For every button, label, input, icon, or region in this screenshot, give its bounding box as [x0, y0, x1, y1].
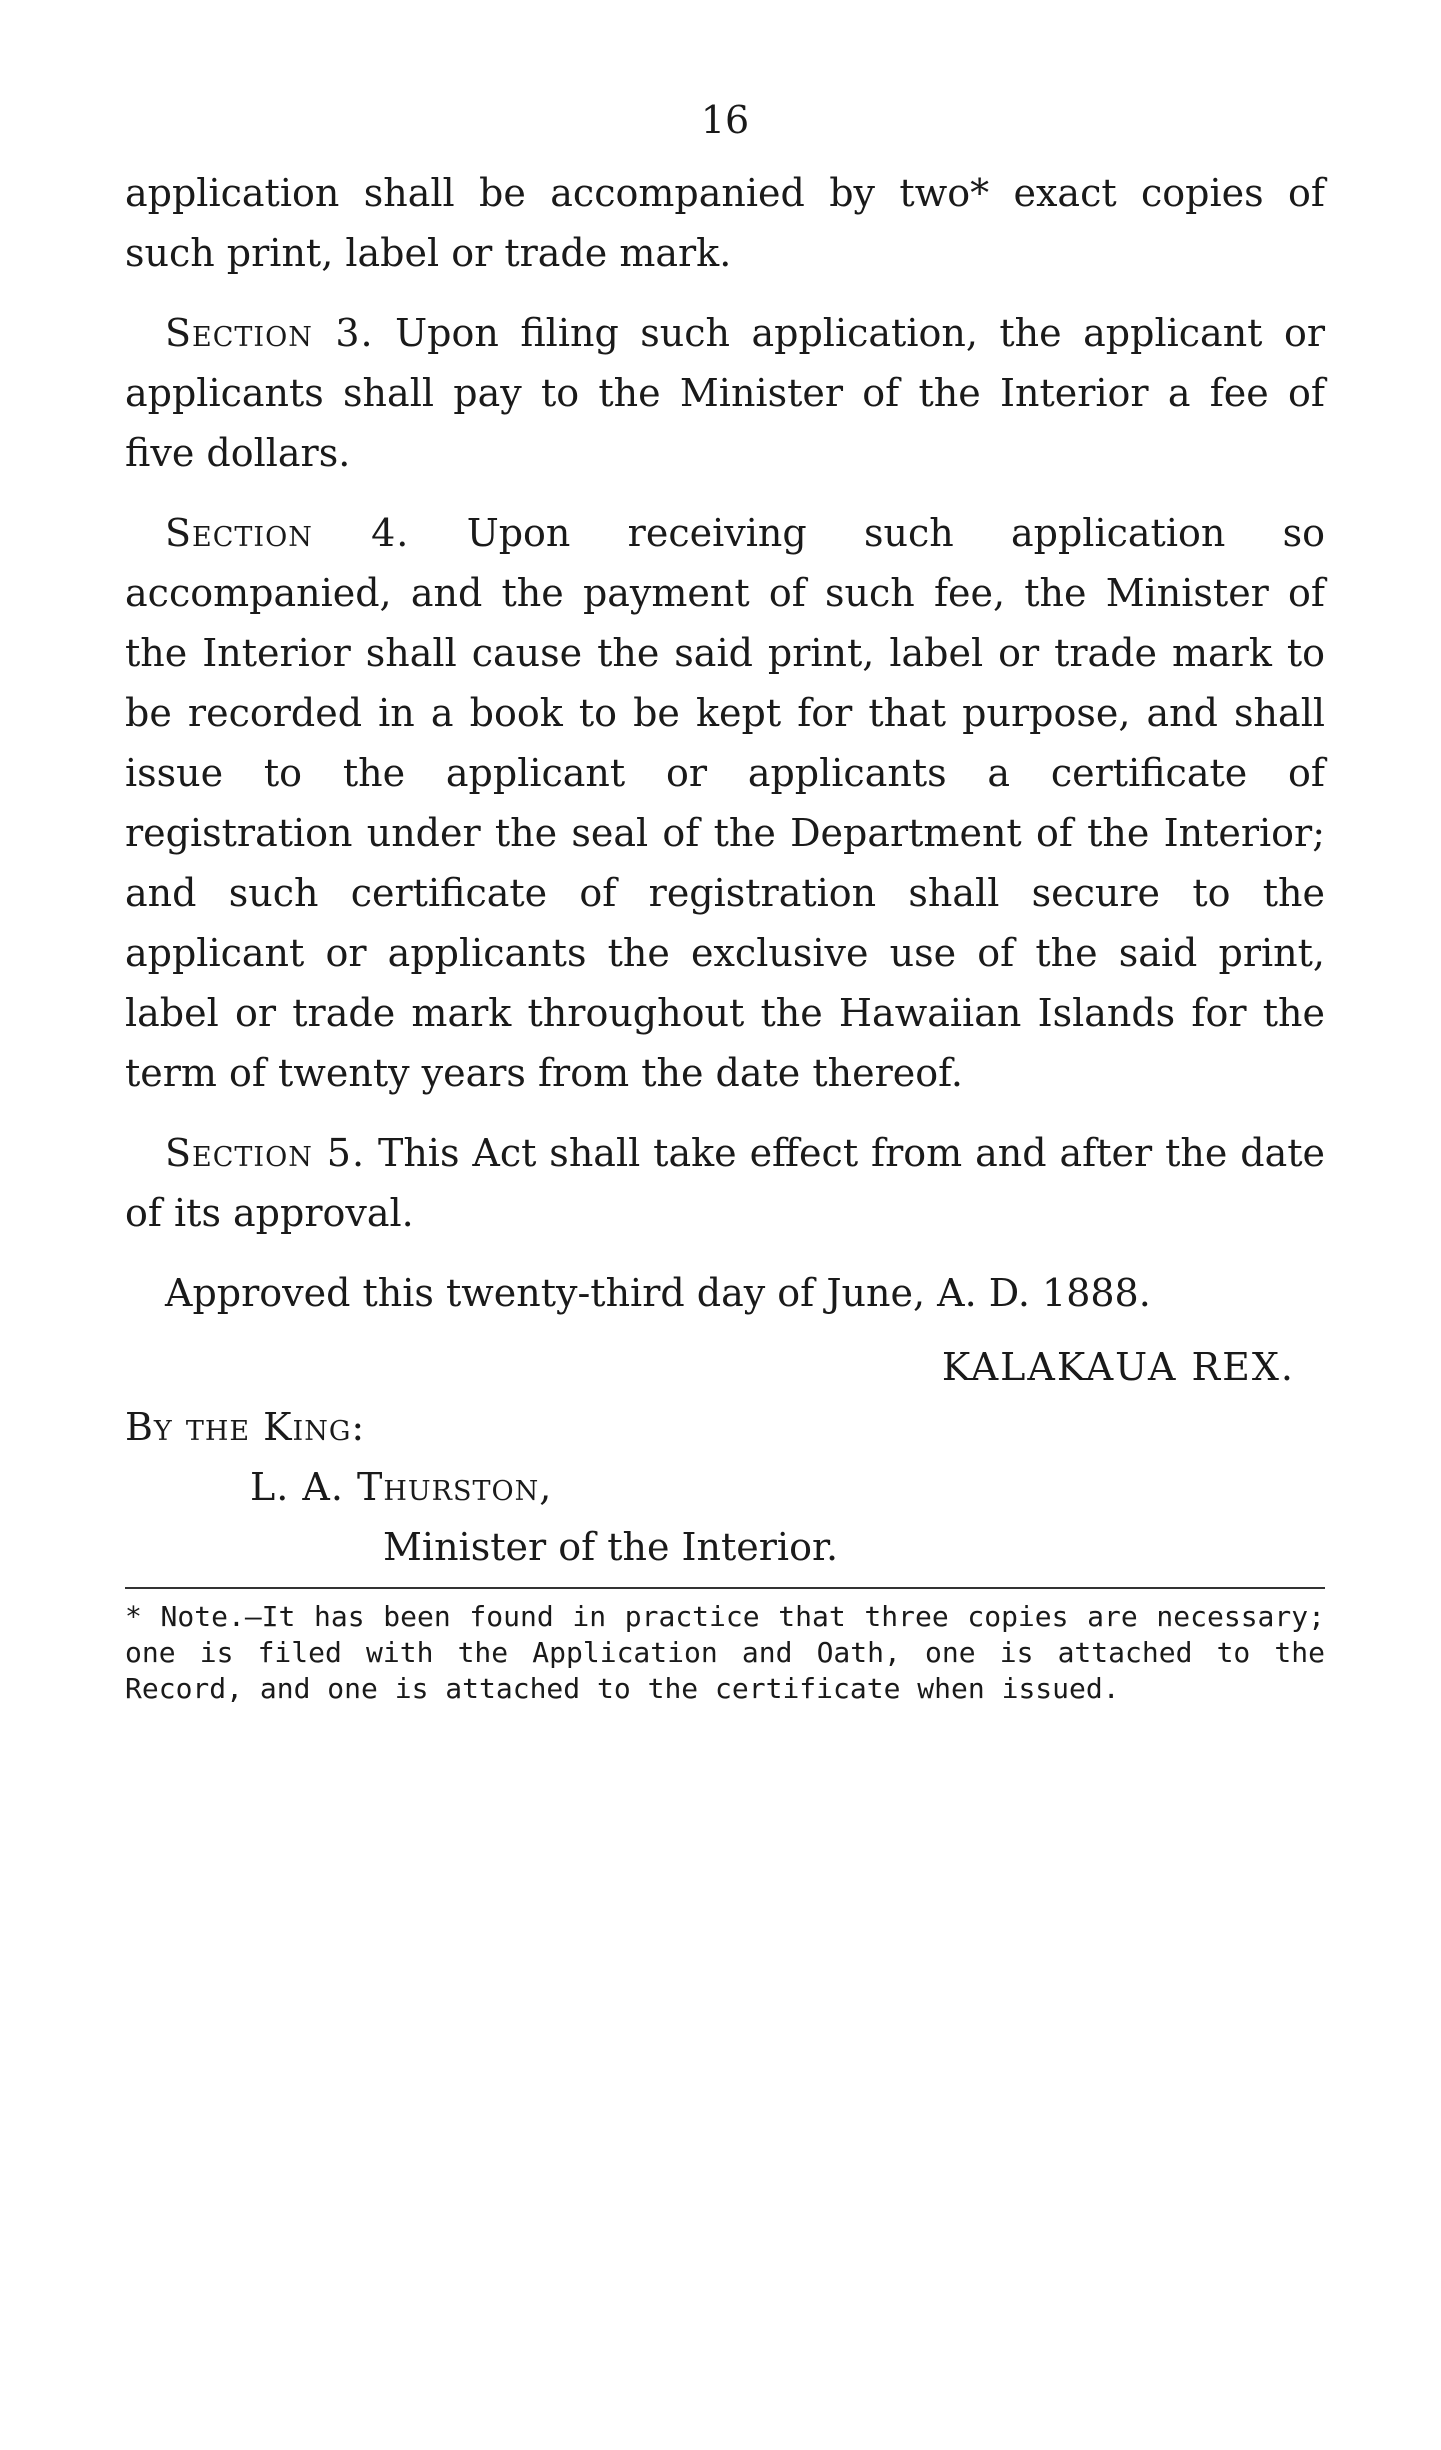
section-5-label: Section 5. [165, 1131, 366, 1175]
approval-line: Approved this twenty-third day of June, A. D. 1888. [165, 1271, 1151, 1315]
section-3-text: Upon filing such application, the applicant or applicants shall pay to the Minister of the Interior a fee of five dollars. [125, 311, 1325, 475]
section-3-label: Section 3. [165, 311, 374, 355]
footnote: * Note.—It has been found in practice that three copies are necessary; one is filed with the Application and Oath, one is attached to the Record, and one is attached to the certificate when issued. [125, 1600, 1325, 1705]
page-number: 16 [700, 98, 750, 142]
footnote-divider [125, 1587, 1325, 1589]
document-page [125, 95, 1325, 1707]
section-5-text: This Act shall take effect from and after the date of its approval. [125, 1131, 1325, 1235]
section-4-label: Section 4. [165, 511, 410, 555]
section-3-paragraph [125, 303, 1325, 483]
king-signature: KALAKAUA REX. [941, 1345, 1295, 1389]
by-the-king-line: By the King: [125, 1405, 366, 1449]
signer-title: Minister of the Interior. [383, 1525, 839, 1569]
section-4-paragraph [125, 503, 1325, 1103]
section-5-paragraph [125, 1123, 1325, 1243]
section-4-text: Upon receiving such application so accompanied, and the payment of such fee, the Minister of the Interior shall cause the said print, label or trade mark to be recorded in a book to be kept for that purpose, and shall issue to the applicant or applicants a certificate of registration under the seal of the Department of the Interior; and such certificate of registration shall secure to the applicant or applicants the exclusive use of the said print, label or trade mark throughout the Hawaiian Islands for the term of twenty years from the date thereof. [125, 511, 1325, 1095]
signer-name: L. A. Thurston, [250, 1465, 553, 1509]
continuation-paragraph: application shall be accompanied by two* exact copies of such print, label or trade mark. [125, 171, 1325, 275]
